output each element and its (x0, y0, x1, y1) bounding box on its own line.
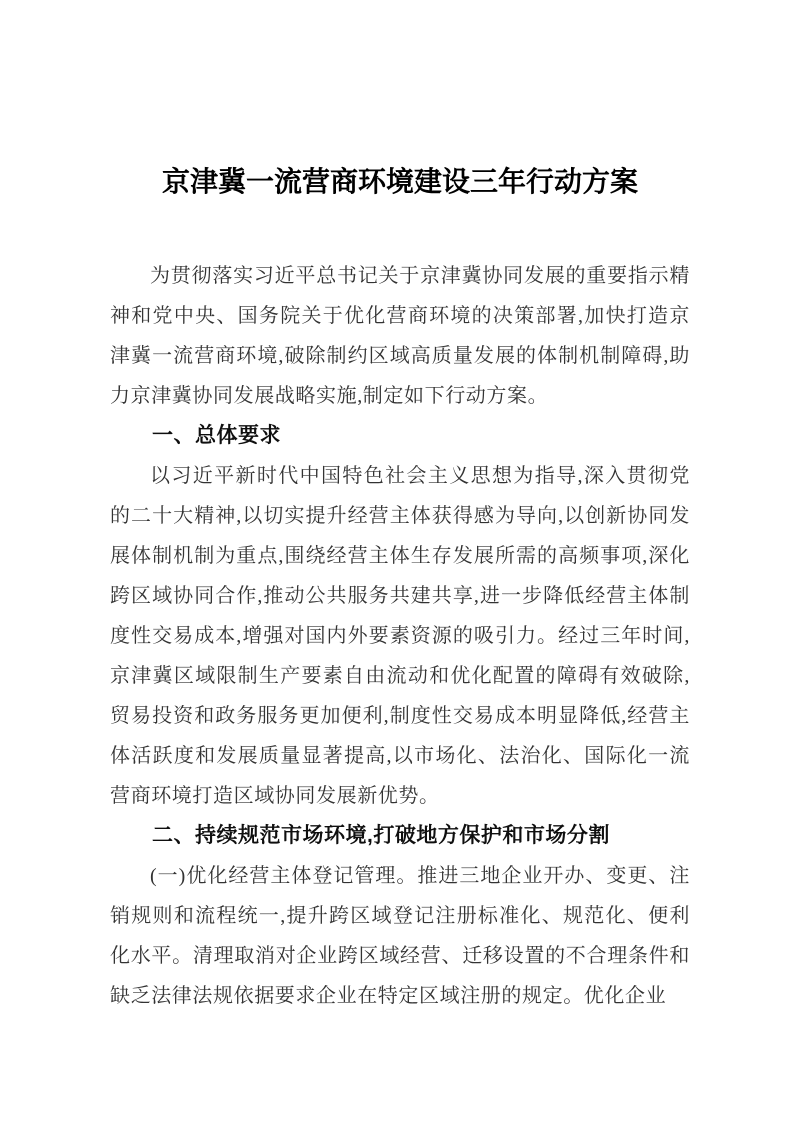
section-body-1: 以习近平新时代中国特色社会主义思想为指导,深入贯彻党的二十大精神,以切实提升经营主体获得感为导向,以创新协同发展体制机制为重点,围绕经营主体生存发展所需的高频事项,深化跨区域协同合作,推动公共服务共建共享,进一步降低经营主体制度性交易成本,增强对国内外要素资源的吸引力。经过三年时间,京津冀区域限制生产要素自由流动和优化配置的障碍有效破除,贸易投资和政务服务更加便利,制度性交易成本明显降低,经营主体活跃度和发展质量显著提高,以市场化、法治化、国际化一流营商环境打造区域协同发展新优势。 (110, 465, 690, 807)
section-body-2: (一)优化经营主体登记管理。推进三地企业开办、变更、注销规则和流程统一,提升跨区域登记注册标准化、规范化、便利化水平。清理取消对企业跨区域经营、迁移设置的不合理条件和缺乏法律法规依据要求企业在特定区域注册的规定。优化企业 (110, 865, 690, 1007)
intro-paragraph: 为贯彻落实习近平总书记关于京津冀协同发展的重要指示精神和党中央、国务院关于优化营商环境的决策部署,加快打造京津冀一流营商环境,破除制约区域高质量发展的体制机制障碍,助力京津冀协同发展战略实施,制定如下行动方案。 (110, 265, 690, 407)
section-heading-2: 二、持续规范市场环境,打破地方保护和市场分割 (152, 824, 610, 847)
document-title: 京津冀一流营商环境建设三年行动方案 (161, 167, 638, 198)
section-heading-1: 一、总体要求 (152, 424, 281, 447)
